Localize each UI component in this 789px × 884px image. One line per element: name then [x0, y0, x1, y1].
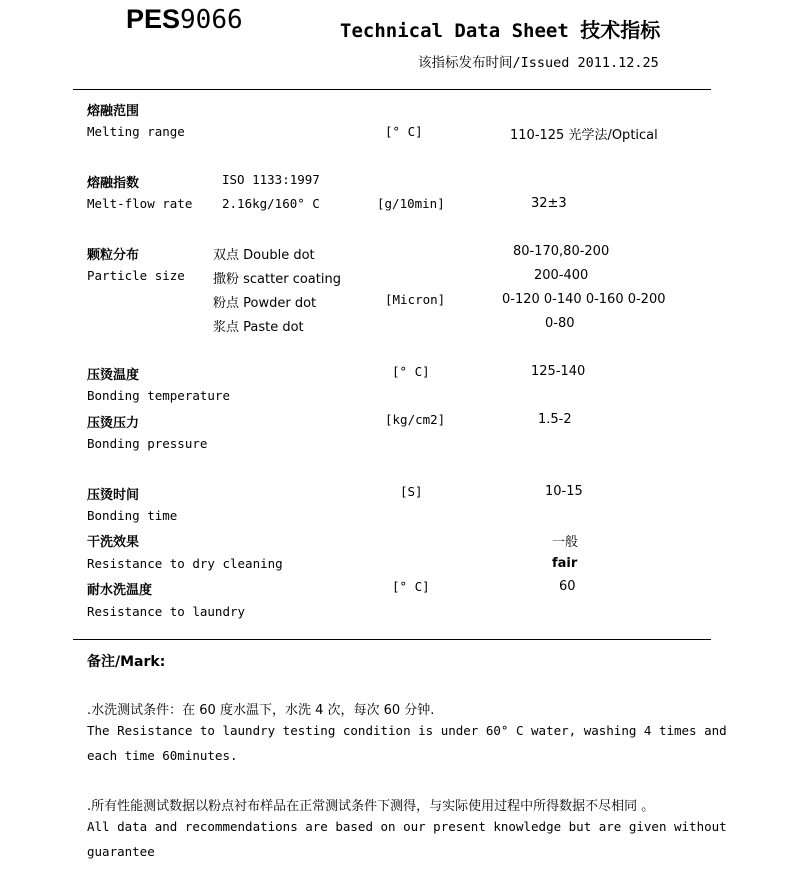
particle-row-name: 粉点 Powder dot — [213, 296, 317, 311]
melting-unit: [° C] — [385, 124, 423, 139]
particle-label-en: Particle size — [87, 268, 185, 283]
product-prefix: PES — [126, 4, 181, 34]
document-title — [340, 14, 660, 43]
dry-cleaning-value-cn: 一般 — [552, 535, 579, 550]
meltflow-unit: [g/10min] — [377, 196, 445, 211]
melting-label-en: Melting range — [87, 124, 185, 139]
bonding-pressure-label-en: Bonding pressure — [87, 436, 208, 451]
laundry-value: 60 — [559, 579, 576, 594]
note1-en-line1: The Resistance to laundry testing condition is under 60° C water, washing 4 times and — [87, 723, 727, 738]
dry-cleaning-label-cn: 干洗效果 — [87, 535, 140, 550]
note2-cn: .所有性能测试数据以粉点衬布样品在正常测试条件下测得，与实际使用过程中所得数据不尽相同 。 — [87, 799, 655, 814]
meltflow-value: 32±3 — [531, 196, 567, 211]
bonding-temp-unit: [° C] — [392, 364, 430, 379]
note2-en-line2: guarantee — [87, 844, 155, 859]
particle-row-value: 0-120 0-140 0-160 0-200 — [502, 292, 666, 307]
meltflow-label-cn: 熔融指数 — [87, 176, 140, 191]
product-number: 9066 — [180, 5, 243, 35]
meltflow-condition: 2.16kg/160° C — [222, 196, 320, 211]
bonding-time-label-cn: 压烫时间 — [87, 488, 140, 503]
particle-row-value: 80-170,80-200 — [513, 244, 610, 259]
particle-row-value: 0-80 — [545, 316, 575, 331]
particle-row-name: 浆点 Paste dot — [213, 320, 304, 335]
dry-cleaning-value-en: fair — [552, 556, 578, 571]
product-code — [126, 4, 243, 35]
meltflow-label-en: Melt-flow rate — [87, 196, 193, 211]
laundry-label-cn: 耐水洗温度 — [87, 583, 153, 598]
title-en: Technical Data Sheet — [340, 20, 569, 42]
melting-label-cn: 熔融范围 — [87, 104, 140, 119]
melting-value: 110-125 光学法/Optical — [510, 128, 658, 143]
bonding-temp-label-cn: 压烫温度 — [87, 368, 140, 383]
bonding-temp-value: 125-140 — [531, 364, 586, 379]
particle-row-value: 200-400 — [534, 268, 589, 283]
meltflow-standard: ISO 1133:1997 — [222, 172, 320, 187]
dry-cleaning-label-en: Resistance to dry cleaning — [87, 556, 283, 571]
note1-cn: .水洗测试条件：在 60 度水温下，水洗 4 次，每次 60 分钟. — [87, 703, 435, 718]
particle-label-cn: 颗粒分布 — [87, 248, 140, 263]
bottom-divider — [73, 639, 711, 640]
bonding-temp-label-en: Bonding temperature — [87, 388, 230, 403]
particle-unit: [Micron] — [385, 292, 446, 307]
issued-date: 该指标发布时间/Issued 2011.12.25 — [418, 55, 659, 71]
mark-heading: 备注/Mark: — [87, 654, 166, 670]
particle-row-name: 撒粉 scatter coating — [213, 272, 341, 287]
laundry-label-en: Resistance to laundry — [87, 604, 246, 619]
particle-row-name: 双点 Double dot — [213, 248, 315, 263]
title-cn: 技术指标 — [580, 18, 661, 42]
bonding-pressure-label-cn: 压烫压力 — [87, 416, 140, 431]
note2-en-line1: All data and recommendations are based on our present knowledge but are given without — [87, 819, 727, 834]
bonding-pressure-unit: [kg/cm2] — [385, 412, 446, 427]
bonding-time-unit: [S] — [400, 484, 423, 499]
top-divider — [73, 89, 711, 90]
bonding-time-label-en: Bonding time — [87, 508, 178, 523]
bonding-time-value: 10-15 — [545, 484, 583, 499]
note1-en-line2: each time 60minutes. — [87, 748, 238, 763]
laundry-unit: [° C] — [392, 579, 430, 594]
bonding-pressure-value: 1.5-2 — [538, 412, 572, 427]
